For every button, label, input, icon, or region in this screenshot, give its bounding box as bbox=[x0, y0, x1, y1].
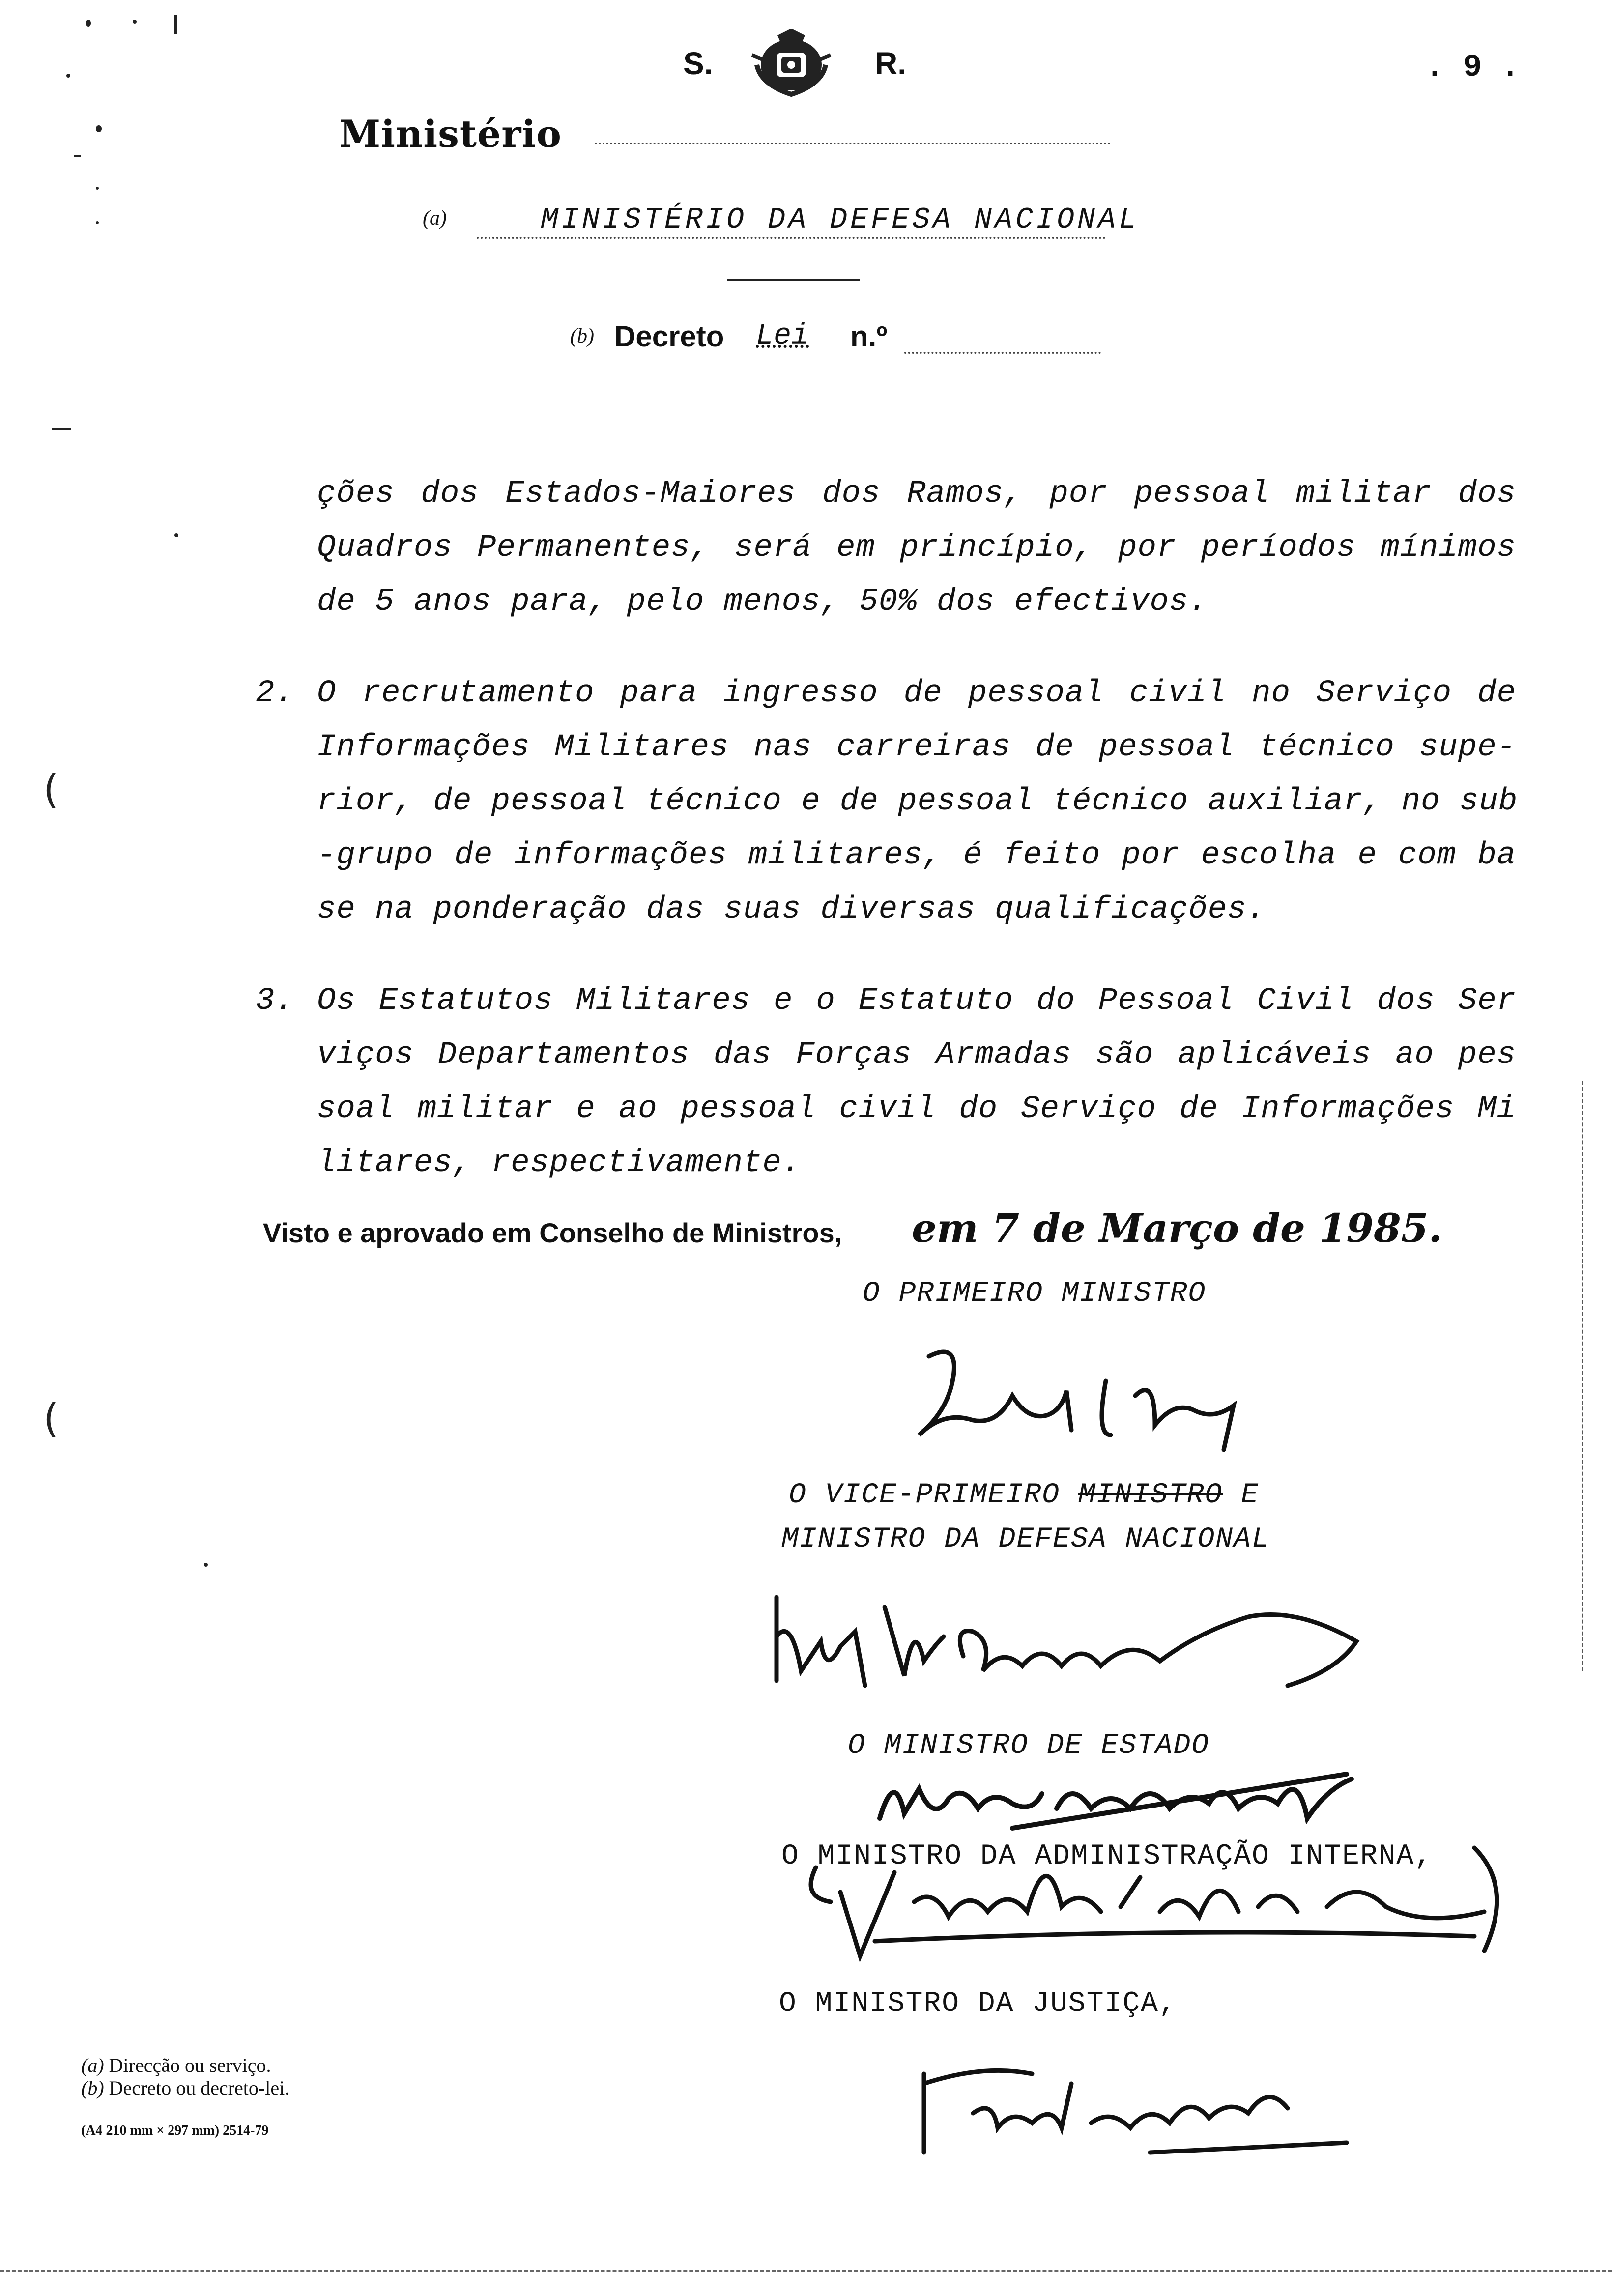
text-line: ções dos Estados-Maiores dos Ramos, por pessoal militar dos bbox=[317, 476, 1516, 512]
vice-title-start: O VICE-PRIMEIRO bbox=[789, 1479, 1078, 1511]
footnote-a bbox=[81, 2054, 289, 2077]
scan-speck bbox=[174, 533, 178, 537]
text-line: soal militar e ao pessoal civil do Serviço de Informações Mi bbox=[317, 1091, 1516, 1127]
footnotes bbox=[81, 2054, 289, 2099]
form-code: (A4 210 mm × 297 mm) 2514-79 bbox=[81, 2123, 269, 2138]
coat-of-arms-icon bbox=[747, 26, 835, 99]
decree-type: Lei bbox=[756, 319, 809, 353]
ministry-marker: (a) bbox=[423, 207, 447, 230]
internal-administration-minister-signature bbox=[786, 1828, 1553, 1980]
text-line: Informações Militares nas carreiras de pessoal técnico supe- bbox=[317, 730, 1516, 765]
scan-speck bbox=[96, 187, 99, 190]
paragraph-2 bbox=[256, 666, 1518, 937]
scan-speck bbox=[133, 20, 137, 24]
text-line: se na ponderação das suas diversas qualificações. bbox=[317, 892, 1266, 927]
bottom-edge-rule bbox=[0, 2270, 1612, 2272]
ministry-fill-line bbox=[477, 237, 1106, 239]
footnote-marker: (a) bbox=[81, 2054, 104, 2076]
margin-bracket-mark: ( bbox=[43, 1396, 59, 1441]
ministry-field bbox=[423, 201, 1170, 241]
scan-speck bbox=[96, 125, 102, 132]
decree-number-fill-line bbox=[904, 352, 1101, 354]
paragraph-number: 3. bbox=[256, 983, 294, 1019]
text-line: litares, respectivamente. bbox=[317, 1146, 802, 1181]
text-line: viços Departamentos das Forças Armadas são aplicáveis ao pes bbox=[317, 1037, 1516, 1073]
header bbox=[0, 26, 1612, 99]
ministry-name: MINISTÉRIO DA DEFESA NACIONAL bbox=[541, 203, 1140, 237]
decorative-rule bbox=[727, 279, 860, 281]
text-line: O recrutamento para ingresso de pessoal civil no Serviço de bbox=[317, 676, 1516, 711]
header-letter-r: R. bbox=[875, 46, 906, 81]
scan-speck bbox=[204, 1563, 208, 1567]
decree-label: Decreto bbox=[614, 320, 724, 353]
right-edge-rule bbox=[1582, 1081, 1585, 1671]
scan-speck bbox=[52, 428, 71, 430]
scan-speck bbox=[96, 221, 99, 224]
decree-number-label: n.º bbox=[850, 320, 888, 353]
footnote-text: Decreto ou decreto-lei. bbox=[109, 2077, 290, 2099]
text-line: de 5 anos para, pelo menos, 50% dos efectivos. bbox=[317, 584, 1208, 620]
footnote-marker: (b) bbox=[81, 2077, 104, 2099]
text-line: Quadros Permanentes, será em princípio, por períodos mínimos bbox=[317, 530, 1516, 566]
justice-minister-signature bbox=[914, 2054, 1356, 2172]
approval-line bbox=[263, 1205, 1442, 1259]
text-line: -grupo de informações militares, é feito por escolha e com ba bbox=[317, 838, 1516, 873]
vice-prime-minister-title bbox=[789, 1479, 1259, 1511]
internal-administration-minister-title: O MINISTRO DA ADMINISTRAÇÃO INTERNA, bbox=[781, 1840, 1433, 1872]
scan-speck bbox=[74, 155, 81, 157]
justice-minister-title: O MINISTRO DA JUSTIÇA, bbox=[779, 1988, 1177, 2020]
approval-label: Visto e aprovado em Conselho de Ministros, bbox=[263, 1217, 842, 1248]
vice-title-end: E bbox=[1223, 1479, 1259, 1511]
text-line: rior, de pessoal técnico e de pessoal técnico auxiliar, no sub bbox=[317, 784, 1518, 819]
vice-prime-minister-signature bbox=[757, 1587, 1396, 1700]
minister-of-state-title: O MINISTRO DE ESTADO bbox=[848, 1730, 1210, 1762]
prime-minister-signature bbox=[899, 1337, 1253, 1464]
intro-paragraph bbox=[317, 467, 1516, 629]
prime-minister-title: O PRIMEIRO MINISTRO bbox=[863, 1278, 1207, 1310]
paragraph-3 bbox=[256, 974, 1516, 1190]
vice-prime-minister-title-line2: MINISTRO DA DEFESA NACIONAL bbox=[781, 1523, 1270, 1555]
decree-field bbox=[570, 319, 1032, 364]
approval-date: em 7 de Março de 1985. bbox=[912, 1205, 1442, 1251]
vice-title-struck: MINISTRO bbox=[1078, 1479, 1223, 1511]
paragraph-number: 2. bbox=[256, 676, 294, 711]
decree-marker: (b) bbox=[570, 325, 594, 347]
margin-bracket-mark: ( bbox=[43, 767, 59, 812]
ministerio-label: Ministério bbox=[339, 112, 562, 156]
decree-body bbox=[256, 467, 1518, 1228]
ministerio-fill-line bbox=[595, 143, 1111, 144]
text-line: Os Estatutos Militares e o Estatuto do Pessoal Civil dos Ser bbox=[317, 983, 1516, 1019]
page-number: . 9 . bbox=[1425, 50, 1520, 86]
header-letter-s: S. bbox=[683, 46, 713, 81]
footnote-text: Direcção ou serviço. bbox=[109, 2054, 271, 2076]
footnote-b bbox=[81, 2077, 289, 2099]
